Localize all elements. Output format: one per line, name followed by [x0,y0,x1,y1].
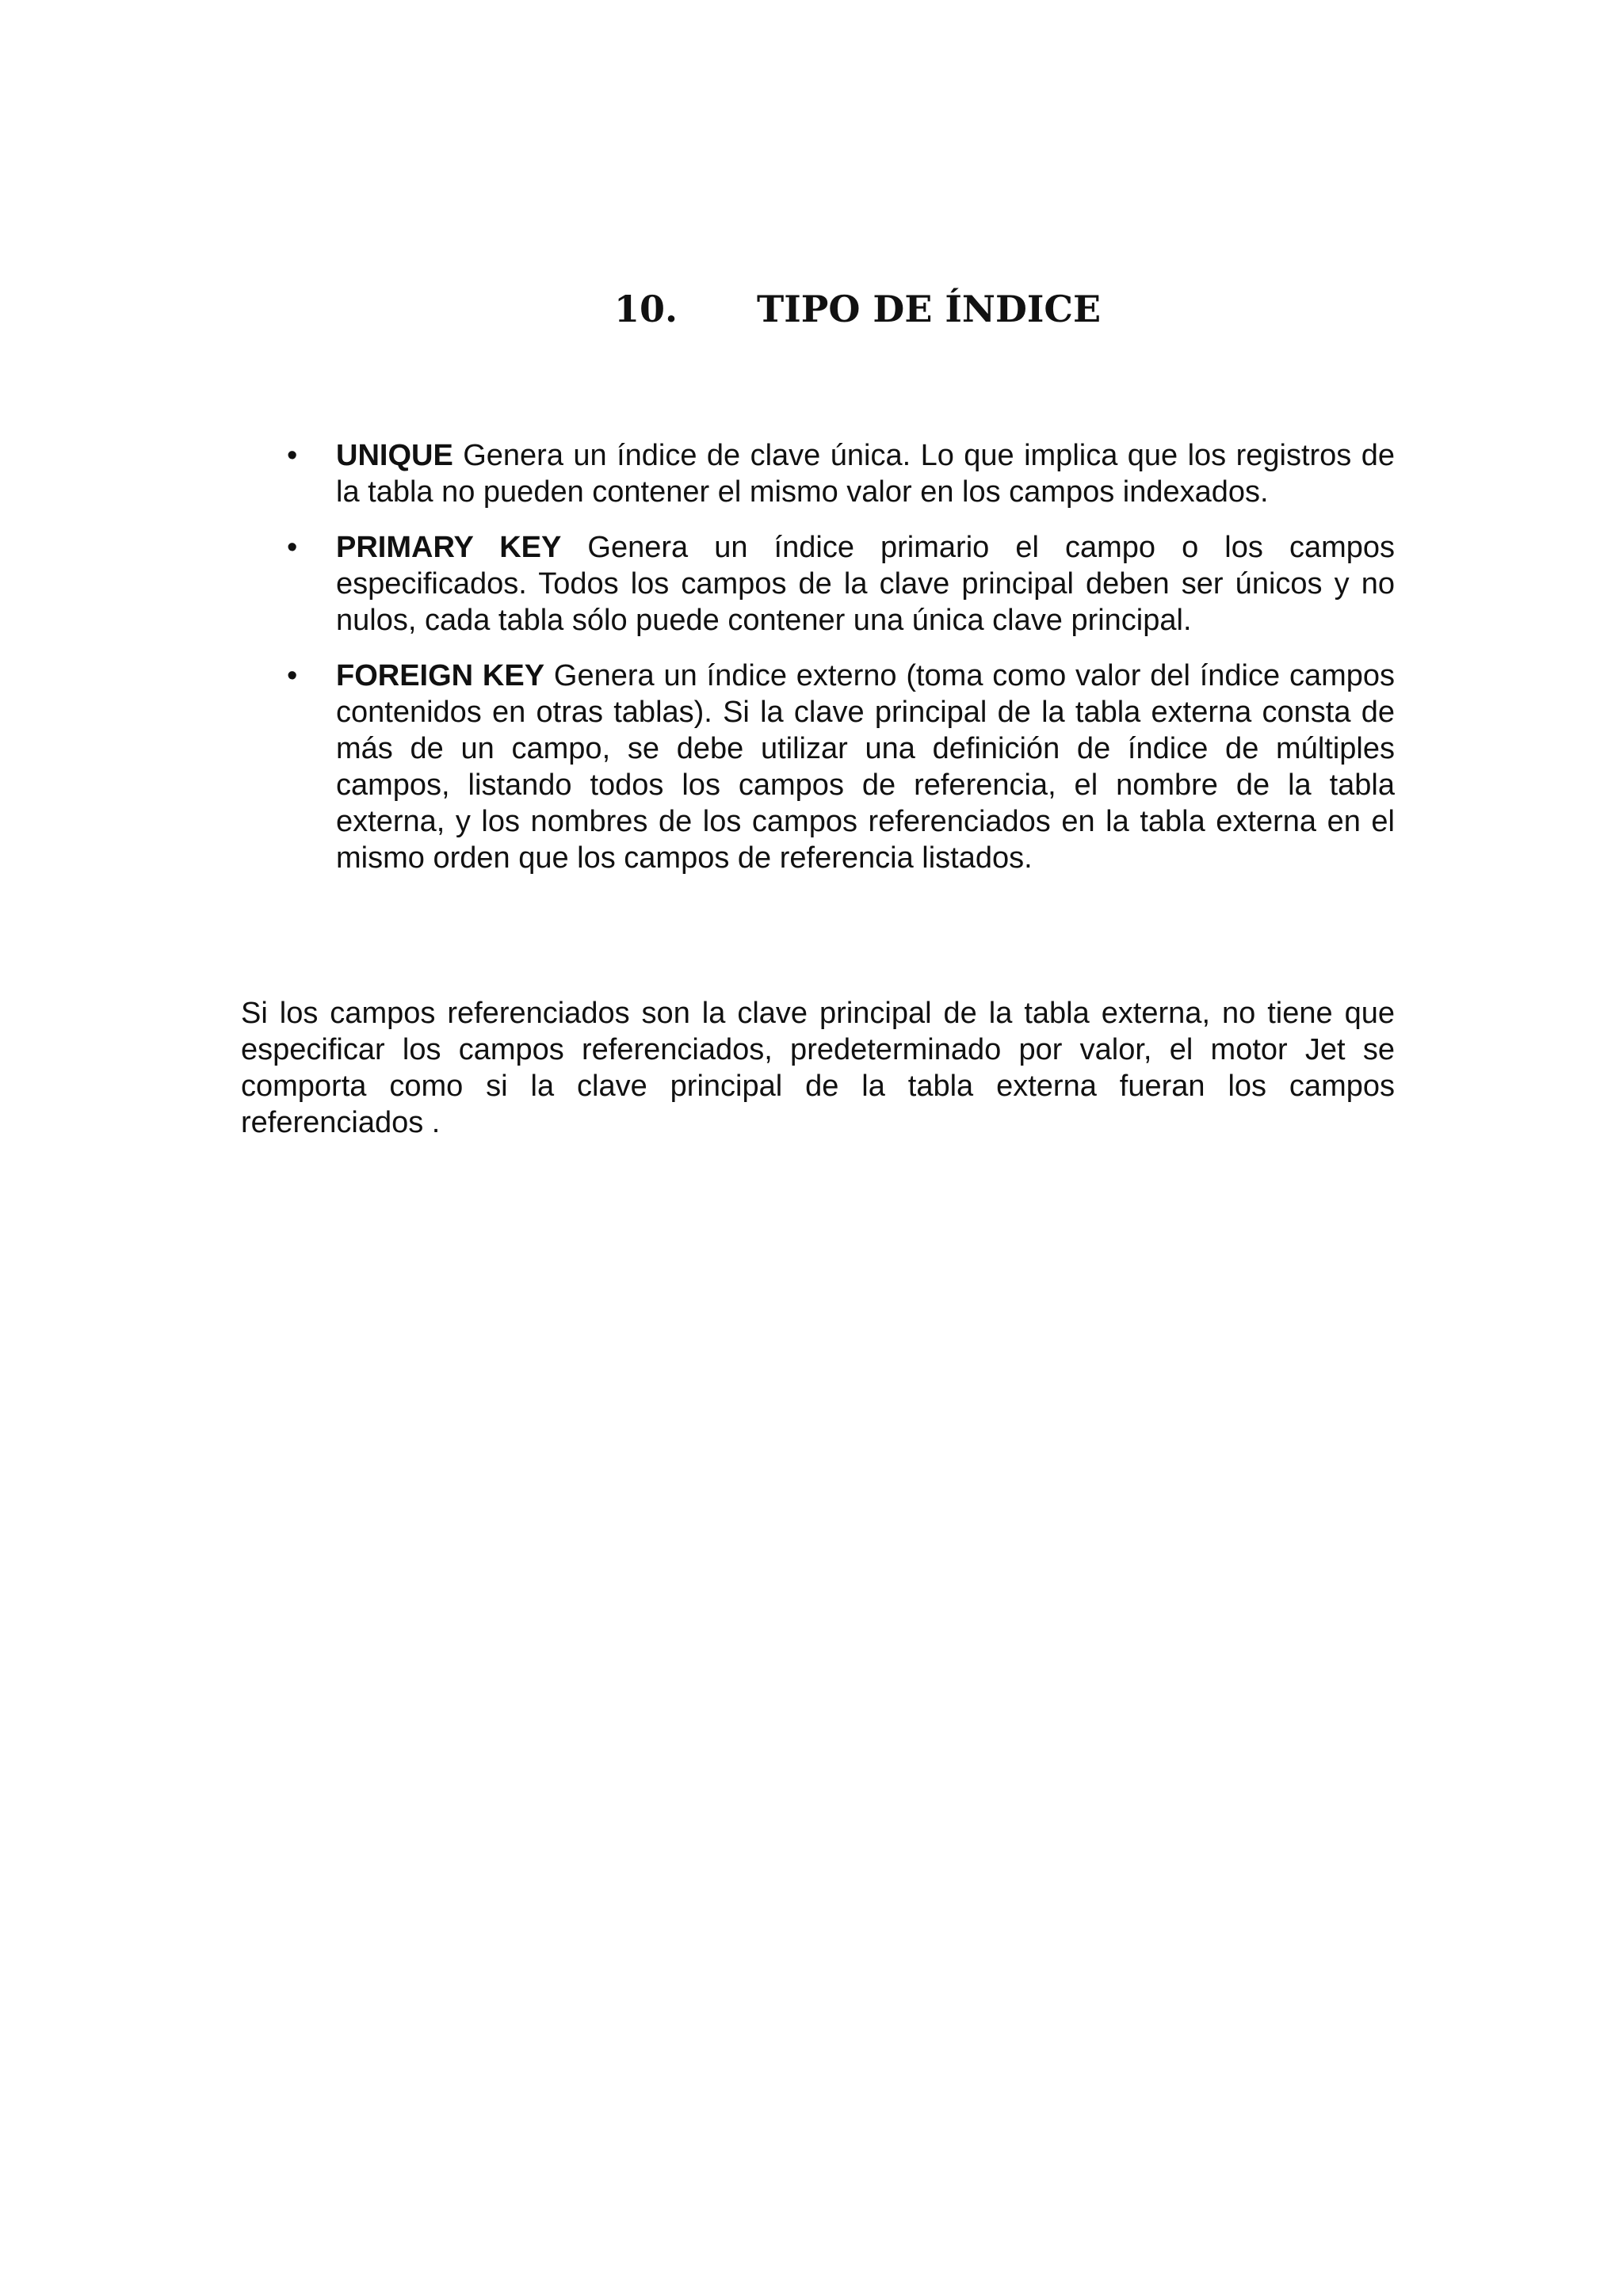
description-unique: Genera un índice de clave única. Lo que implica que los registros de la tabla no pueden contener el mismo valor en los campos indexados. [336,439,1395,509]
list-item-unique [336,437,1395,510]
closing-paragraph: Si los campos referenciados son la clave principal de la tabla externa, no tiene que especificar los campos referenciados, predeterminado por valor, el motor Jet se comporta como si la clave principal de la tabla externa fueran los campos referenciados . [241,997,1395,1139]
term-primary-key: PRIMARY KEY [336,531,562,564]
section-title: TIPO DE ÍNDICE [757,288,1102,330]
list-item-foreign-key [336,658,1395,876]
section-number: 10. [614,288,678,330]
section-heading [614,287,1101,331]
term-unique: UNIQUE [336,439,453,472]
description-primary-key: Genera un índice primario el campo o los campos especificados. Todos los campos de la clave principal deben ser únicos y no nulos, cada tabla sólo puede contener una única clave principal. [336,531,1395,637]
term-foreign-key: FOREIGN KEY [336,659,545,692]
index-type-list [336,437,1395,895]
description-foreign-key: Genera un índice externo (toma como valor del índice campos contenidos en otras tablas). Si la clave principal de la tabla externa consta de más de un campo, se debe utilizar una definición de índice de múltiples campos, listando todos los campos de referencia, el nombre de la tabla externa, y los nombres de los campos referenciados en la tabla externa en el mismo orden que los campos de referencia listados. [336,659,1396,875]
list-item-primary-key [336,529,1395,639]
